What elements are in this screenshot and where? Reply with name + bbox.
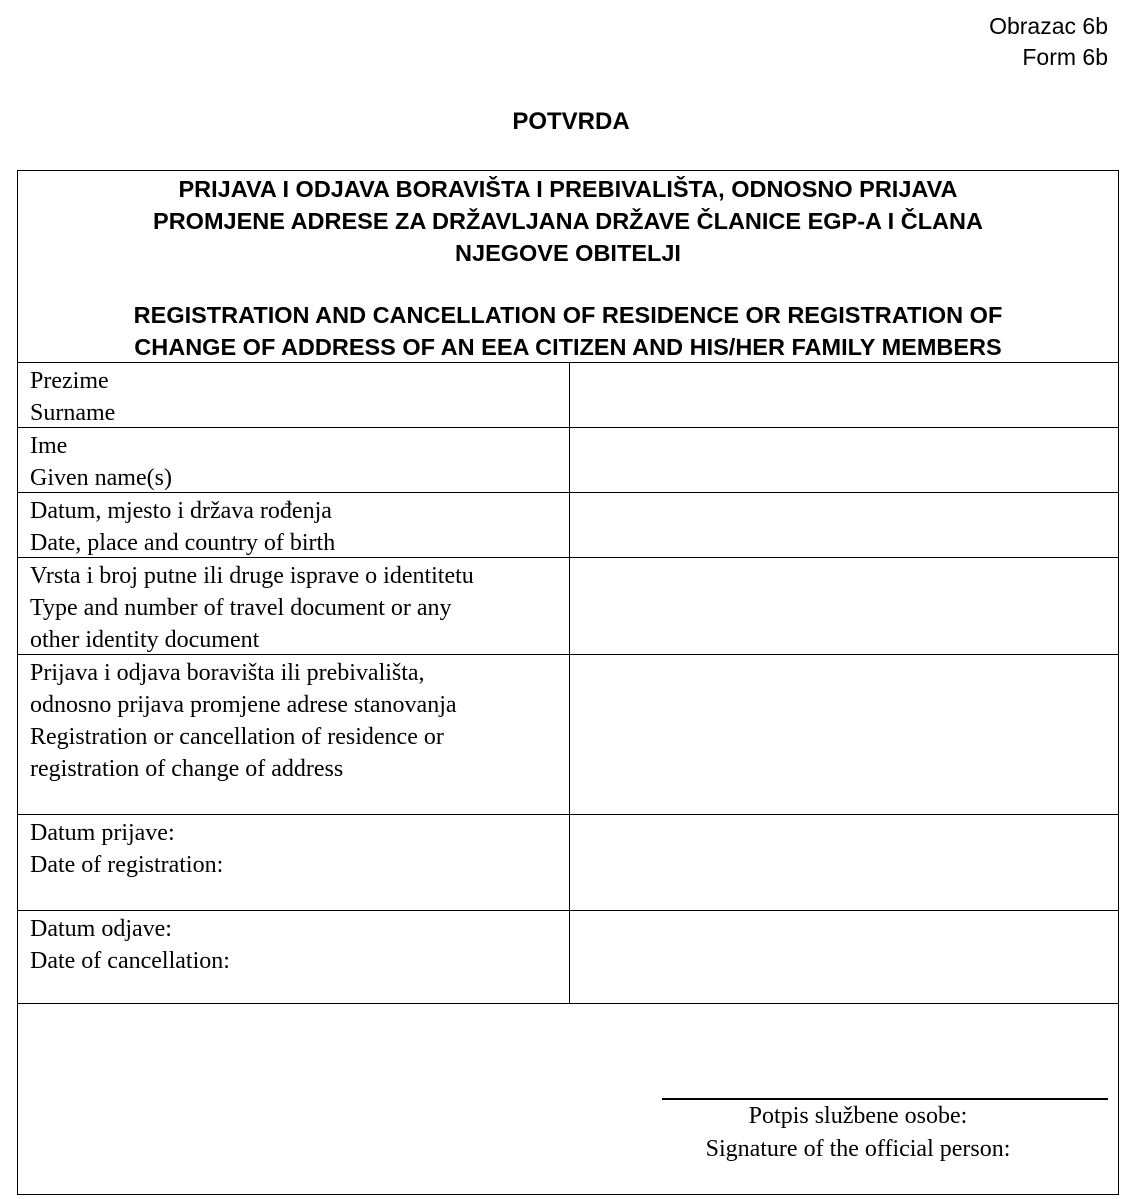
label-surname: [18, 363, 570, 427]
header-en-line: CHANGE OF ADDRESS OF AN EEA CITIZEN AND HIS/HER FAMILY MEMBERS: [134, 334, 1002, 360]
label-line: Date of registration:: [30, 852, 224, 878]
label-birth: [18, 493, 570, 557]
label-line: Surname: [30, 400, 116, 426]
label-registration-date: [18, 815, 570, 910]
form-number-hr: Obrazac 6b: [989, 13, 1108, 39]
field-travel-document[interactable]: [570, 558, 1118, 654]
signature-label-en: Signature of the official person:: [705, 1136, 1011, 1162]
label-line: Given name(s): [30, 465, 172, 491]
header-en-line: REGISTRATION AND CANCELLATION OF RESIDENCE OR REGISTRATION OF: [133, 302, 1003, 328]
label-cancellation-date: [18, 911, 570, 1003]
form-number-en: Form 6b: [1022, 44, 1108, 70]
label-line: Date, place and country of birth: [30, 530, 336, 556]
label-given-names: [18, 428, 570, 492]
label-line: Datum odjave:: [30, 916, 172, 942]
row-registration-type: [18, 655, 1118, 815]
label-line: registration of change of address: [30, 756, 344, 782]
label-line: Date of cancellation:: [30, 948, 230, 974]
form-number: [989, 11, 1108, 73]
label-line: odnosno prijava promjene adrese stanovanja: [30, 692, 457, 718]
row-travel-document: [18, 558, 1118, 655]
row-cancellation-date: [18, 911, 1118, 1004]
row-surname: [18, 363, 1118, 428]
label-registration-type: [18, 655, 570, 814]
row-given-names: [18, 428, 1118, 493]
label-travel-document: [18, 558, 570, 654]
signature-label-hr: Potpis službene osobe:: [748, 1103, 968, 1129]
field-registration-type[interactable]: [570, 655, 1118, 814]
header-hr-line: NJEGOVE OBITELJI: [455, 240, 681, 266]
row-registration-date: [18, 815, 1118, 911]
header-hr-line: PROMJENE ADRESE ZA DRŽAVLJANA DRŽAVE ČLANICE EGP-A I ČLANA: [153, 208, 983, 234]
label-line: other identity document: [30, 627, 260, 653]
row-birth: [18, 493, 1118, 558]
document-title: POTVRDA: [512, 108, 630, 135]
label-line: Prijava i odjava boravišta ili prebivališta,: [30, 660, 425, 686]
confirmation-form: [17, 170, 1119, 1195]
label-line: Registration or cancellation of residence or: [30, 724, 444, 750]
signature-area: [18, 1004, 1118, 1194]
signature-label: [578, 1100, 1138, 1166]
header-english: [18, 299, 1118, 363]
label-line: Ime: [30, 433, 68, 459]
form-header: [18, 171, 1118, 363]
label-line: Datum prijave:: [30, 820, 175, 846]
field-registration-date[interactable]: [570, 815, 1118, 910]
label-line: Prezime: [30, 368, 109, 394]
header-hr-line: PRIJAVA I ODJAVA BORAVIŠTA I PREBIVALIŠTA, ODNOSNO PRIJAVA: [178, 176, 958, 202]
label-line: Datum, mjesto i država rođenja: [30, 498, 332, 524]
field-birth[interactable]: [570, 493, 1118, 557]
label-line: Vrsta i broj putne ili druge isprave o identitetu: [30, 563, 474, 589]
field-given-names[interactable]: [570, 428, 1118, 492]
label-line: Type and number of travel document or any: [30, 595, 452, 621]
field-surname[interactable]: [570, 363, 1118, 427]
header-croatian: [18, 173, 1118, 269]
field-cancellation-date[interactable]: [570, 911, 1118, 1003]
